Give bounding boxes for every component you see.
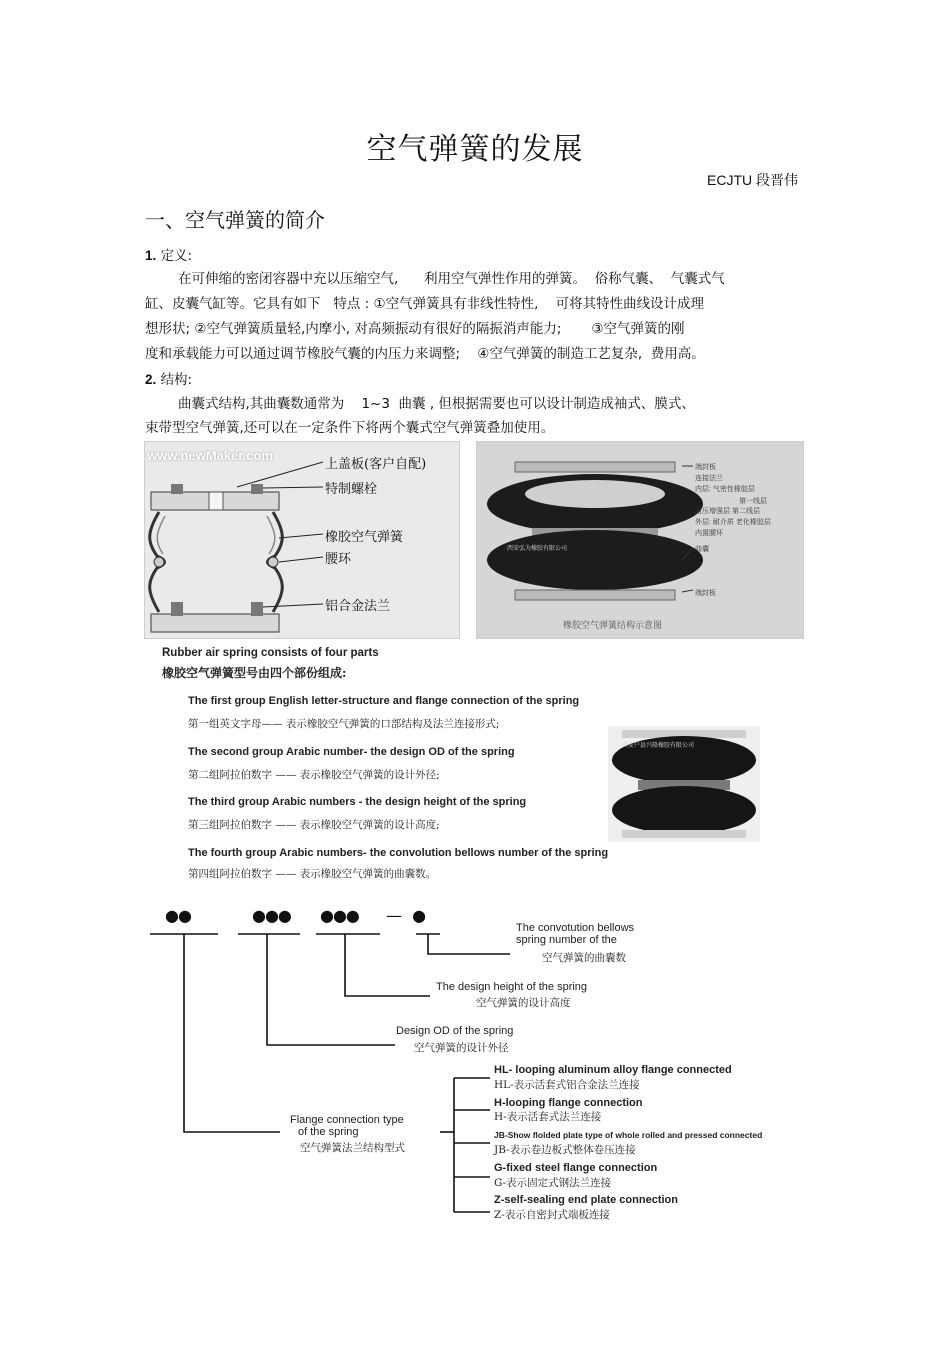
definition-label-text: 定义: xyxy=(160,248,193,264)
model-heading-en: Rubber air spring consists of four parts xyxy=(162,647,379,659)
structure-number: 2. xyxy=(145,372,157,387)
height-zh: 空气弹簧的设计高度 xyxy=(476,997,571,1009)
height-en: The design height of the spring xyxy=(436,981,588,993)
type-hl-en: HL- looping aluminum alloy flange connected xyxy=(494,1064,732,1076)
schematic-label-flange: 连接法兰 xyxy=(695,475,723,482)
definition-line-4: 度和承载能力可以通过调节橡胶气囊的内压力来调整; ④空气弹簧的制造工艺复杂, 费用高。 xyxy=(145,346,705,362)
schematic-label-waist-ring: 内置腰环 xyxy=(695,530,723,537)
cross-section-figure xyxy=(144,441,460,639)
type-jb-zh: JB-表示卷边板式整体卷压连接 xyxy=(494,1144,636,1156)
label-rubber-spring: 橡胶空气弹簧 xyxy=(325,530,404,545)
photo-brand: 西安户县兴隆橡胶有限公司 xyxy=(622,743,695,749)
structure-line-2: 束带型空气弹簧,还可以在一定条件下将两个囊式空气弹簧叠加使用。 xyxy=(145,420,555,436)
flange-zh: 空气弹簧法兰结构型式 xyxy=(300,1142,405,1154)
schematic-label-end-plate-top: 端封板 xyxy=(695,464,716,471)
schematic-label-first-cord: 第一线层 xyxy=(739,498,767,505)
type-z-en: Z-self-sealing end plate connection xyxy=(494,1194,678,1206)
schematic-brand: 西安弘为橡胶有限公司 xyxy=(507,546,568,552)
type-z-zh: Z-表示自密封式端板连接 xyxy=(494,1209,610,1221)
code-dots-1: ●● xyxy=(165,906,191,925)
flange-en-1: Flange connection type xyxy=(290,1114,404,1126)
schematic-label-end-plate-bottom: 端封板 xyxy=(695,590,716,597)
group-4-zh: 第四组阿拉伯数字 —— 表示橡胶空气弹簧的曲囊数。 xyxy=(188,868,437,880)
type-h-en: H-looping flange connection xyxy=(494,1097,643,1109)
flange-en-2: of the spring xyxy=(298,1126,359,1138)
air-spring-photo xyxy=(608,726,760,842)
structure-label xyxy=(145,367,192,393)
structure-schematic-figure xyxy=(476,441,804,639)
label-aluminum-flange: 铝合金法兰 xyxy=(325,599,391,614)
group-2-en: The second group Arabic number- the design OD of the spring xyxy=(188,746,515,758)
convolution-en-2: spring number of the xyxy=(516,934,617,946)
type-hl-zh: HL-表示活套式铝合金法兰连接 xyxy=(494,1079,640,1091)
type-h-zh: H-表示活套式法兰连接 xyxy=(494,1111,602,1123)
schematic-label-reinforce: 耐压增强层 第二线层 xyxy=(695,508,760,515)
od-en: Design OD of the spring xyxy=(396,1025,514,1037)
od-zh: 空气弹簧的设计外径 xyxy=(414,1042,509,1054)
definition-line-1: 在可伸缩的密闭容器中充以压缩空气, 利用空气弹性作用的弹簧。 俗称气囊、 气囊式气 xyxy=(178,271,725,287)
group-3-en: The third group Arabic numbers - the design height of the spring xyxy=(188,796,527,808)
group-3-zh: 第三组阿拉伯数字 —— 表示橡胶空气弹簧的设计高度; xyxy=(188,819,440,831)
definition-line-3: 想形状; ②空气弹簧质量轻,内摩小, 对高频振动有很好的隔振消声能力; ③空气弹簧的刚 xyxy=(145,321,685,337)
schematic-label-inner-layer: 内层: 气密性橡胶层 xyxy=(695,486,755,493)
type-g-zh: G-表示固定式钢法兰连接 xyxy=(494,1177,612,1189)
section-heading: 一、空气弹簧的简介 xyxy=(145,208,325,232)
code-dots-2: ●●● xyxy=(252,906,291,925)
group-4-en: The fourth group Arabic numbers- the convolution bellows number of the spring xyxy=(188,847,609,859)
type-jb-en: JB-Show flolded plate type of whole rolled and pressed connected xyxy=(494,1130,763,1140)
code-dots-3: ●●● xyxy=(320,906,359,925)
model-heading-zh: 橡胶空气弹簧型号由四个部份组成: xyxy=(162,666,347,680)
code-dots-4: — ● xyxy=(386,906,427,925)
label-waist-ring: 腰环 xyxy=(325,552,352,567)
schematic-caption: 橡胶空气弹簧结构示意图 xyxy=(563,621,663,631)
convolution-zh: 空气弹簧的曲囊数 xyxy=(542,952,626,964)
definition-number: 1. xyxy=(145,248,157,263)
label-special-bolt: 特制螺栓 xyxy=(325,482,378,497)
definition-label xyxy=(145,243,192,269)
convolution-en-1: The convotution bellows xyxy=(516,922,635,934)
structure-line-1: 曲囊式结构,其曲囊数通常为 1~3 曲囊 , 但根据需要也可以设计制造成袖式、膜式、 xyxy=(178,396,695,412)
page-title: 空气弹簧的发展 xyxy=(366,132,584,167)
schematic-label-outer-layer: 外层: 耐介质 老化橡胶层 xyxy=(695,519,771,526)
group-1-zh: 第一组英文字母—— 表示橡胶空气弹簧的口部结构及法兰连接形式; xyxy=(188,718,500,730)
author: ECJTU 段晋伟 xyxy=(707,172,798,188)
group-2-zh: 第二组阿拉伯数字 —— 表示橡胶空气弹簧的设计外径; xyxy=(188,769,440,781)
type-g-en: G-fixed steel flange connection xyxy=(494,1162,658,1174)
definition-line-2: 缸、皮囊气缸等。它具有如下 特点 : ①空气弹簧具有非线性特性, 可将其特性曲线设计成理 xyxy=(145,296,705,312)
schematic-label-bellows: 曲囊 xyxy=(695,546,709,553)
group-1-en: The first group English letter-structure and flange connection of the spring xyxy=(188,695,580,707)
structure-schematic-drawing xyxy=(477,442,803,638)
structure-label-text: 结构: xyxy=(160,372,193,388)
label-top-cover: 上盖板(客户自配) xyxy=(325,457,427,472)
watermark: www.newMaker.com xyxy=(147,448,273,463)
